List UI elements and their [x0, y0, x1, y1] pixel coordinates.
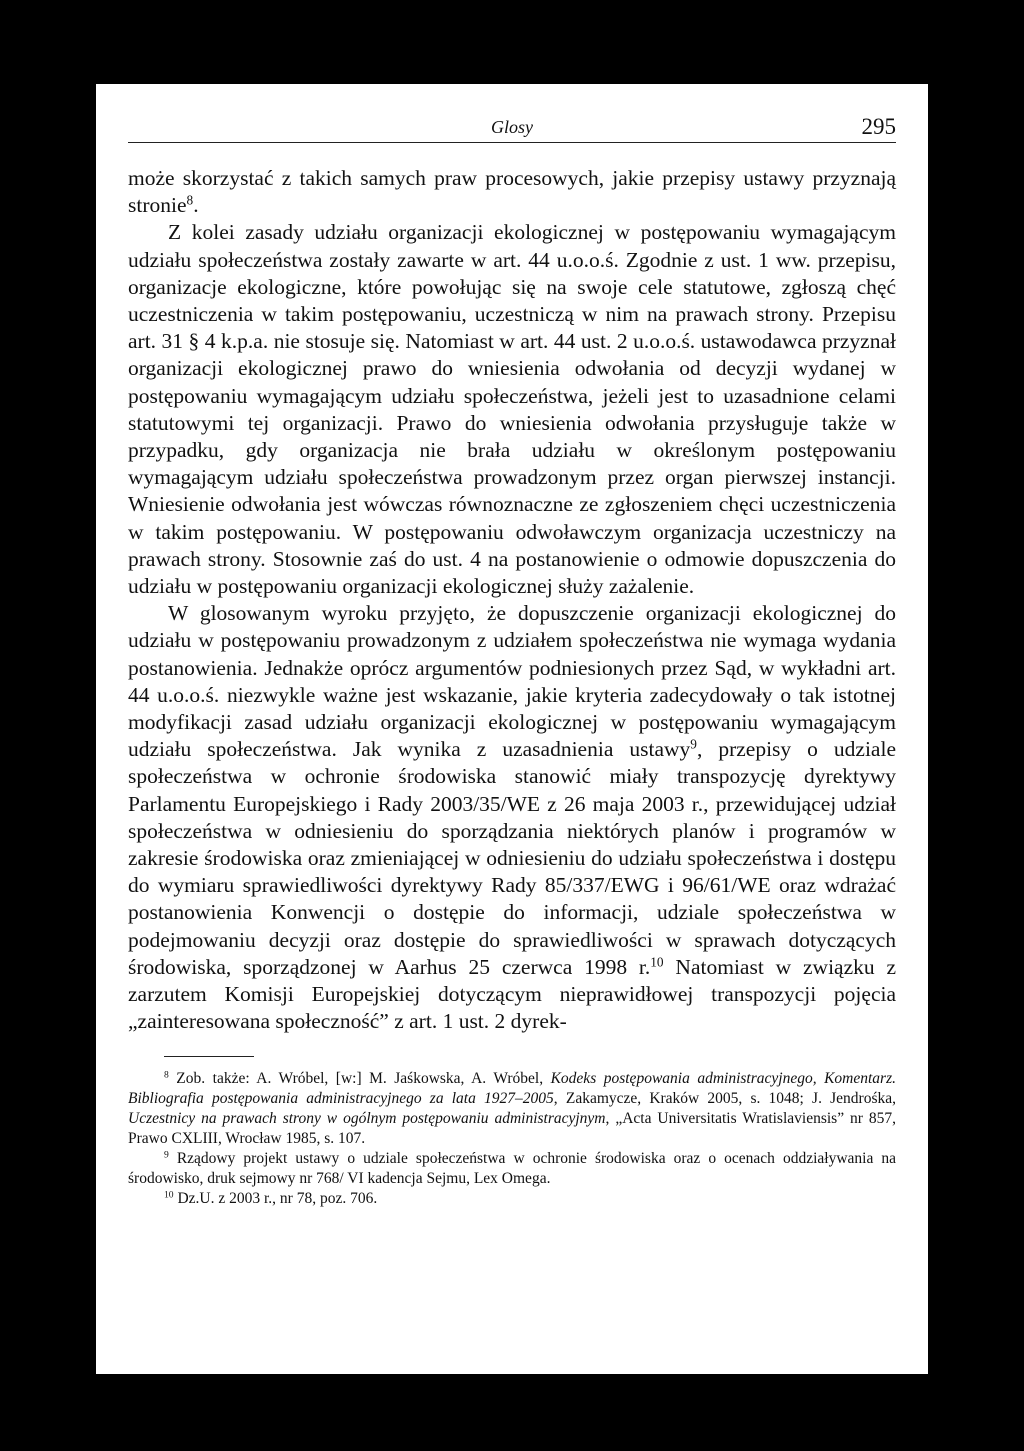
running-header — [128, 108, 896, 143]
paragraph-3 — [128, 600, 896, 1035]
paragraph-3-text-c: Natomiast w związku z zarzutem Komisji Europejskiej dotyczącym nieprawidłowej transpozycji pojęcia „zainteresowana społeczność” z art. 1 ust. 2 dyrek- — [128, 954, 896, 1034]
footnote-8-text-b: , Zakamycze, Kraków 2005, s. 1048; J. Jendrośka, — [553, 1089, 896, 1107]
paragraph-1-text: może skorzystać z takich samych praw procesowych, jakie przepisy ustawy przyznają stronie — [128, 166, 896, 218]
paragraph-2 — [128, 219, 896, 600]
footnote-10-number: 10 — [164, 1189, 174, 1201]
paragraph-1 — [128, 165, 896, 219]
footnote-9-text: Rządowy projekt ustawy o udziale społeczeństwa w ochronie środowiska oraz o ocenach oddziaływania na środowisko, druk sejmowy nr 768/ VI kadencja Sejmu, Lex Omega. — [128, 1149, 896, 1187]
footnote-8-title-1: Kodeks postępowania administracyjnego, Komentarz. Bibliografia postępowania administracyjnego za lata 1927–2005 — [128, 1069, 896, 1107]
paragraph-3-text-b: , przepisy o udziale społeczeństwa w ochronie środowiska stanowić miały transpozycję dyrektywy Parlamentu Europejskiego i Rady 2003/35/WE z 26 maja 2003 r., przewidującej udział społeczeństwa w odniesieniu do sporządzania niektórych planów i programów w zakresie środowiska oraz zmieniającej w odniesieniu do udziału społeczeństwa i dostępu do wymiaru sprawiedliwości dyrektywy Rady 85/337/EWG i 96/61/WE oraz wdrażać postanowienia Konwencji o dostępie do informacji, udziale społeczeństwa w podejmowaniu decyzji oraz dostępie do sprawiedliwości w sprawach dotyczących środowiska, sporządzonej w Aarhus 25 czerwca 1998 r. — [128, 737, 896, 979]
paragraph-1-end: . — [193, 193, 199, 218]
footnote-8-text-a: Zob. także: A. Wróbel, [w:] M. Jaśkowska, A. Wróbel, — [168, 1069, 551, 1087]
footnote-9-number: 9 — [164, 1149, 169, 1161]
footnote-8-title-2: Uczestnicy na prawach strony w ogólnym postępowaniu administracyjnym — [128, 1109, 606, 1127]
footnote-8-number: 8 — [164, 1069, 169, 1081]
footnote-ref-9: 9 — [690, 736, 697, 752]
footnote-9 — [128, 1149, 896, 1189]
footnote-10-text: Dz.U. z 2003 r., nr 78, poz. 706. — [173, 1189, 378, 1207]
running-title: Glosy — [491, 117, 533, 137]
main-text — [128, 165, 896, 1036]
paragraph-2-text: Z kolei zasady udziału organizacji ekologicznej w postępowaniu wymagającym udziału społeczeństwa zostały zawarte w art. 44 u.o.o.ś. Zgodnie z ust. 1 ww. przepisu, organizacje ekologiczne, które powołując się na swoje cele statutowe, zgłoszą chęć uczestniczenia w takim postępowaniu, uczestniczą w nim na prawach strony. Przepisu art. 31 § 4 k.p.a. nie stosuje się. Natomiast w art. 44 ust. 2 u.o.o.ś. ustawodawca przyznał organizacji ekologicznej prawo do wniesienia odwołania od decyzji wydanej w postępowaniu wymagającym udziału społeczeństwa, jeżeli jest to uzasadnione celami statutowymi tej organizacji. Prawo do wniesienia odwołania przysługuje także w przypadku, gdy organizacja nie brała udziału w określonym postępowaniu wymagającym udziału społeczeństwa prowadzonym przez organ pierwszej instancji. Wniesienie odwołania jest wówczas równoznaczne ze zgłoszeniem chęci uczestniczenia w takim postępowaniu. W postępowaniu odwoławczym organizacja uczestniczy na prawach strony. Stosownie zaś do ust. 4 na postanowienie o odmowie dopuszczenia do udziału w postępowaniu organizacji ekologicznej służy zażalenie. — [128, 220, 896, 599]
footnote-ref-10: 10 — [650, 954, 664, 970]
footnote-8-text-c: , „Acta Universitatis Wratislaviensis” nr 857, Prawo CXLIII, Wrocław 1985, s. 107. — [128, 1109, 896, 1147]
paragraph-3-text-a: W glosowanym wyroku przyjęto, że dopuszczenie organizacji ekologicznej do udziału w postępowaniu prowadzonym z udziałem społeczeństwa nie wymaga wydania postanowienia. Jednakże oprócz argumentów podniesionych przez Sąd, w wykładni art. 44 u.o.o.ś. niezwykle ważne jest wskazanie, jakie kryteria zadecydowały o tak istotnej modyfikacji zasad udziału organizacji ekologicznej w postępowaniu wymagającym udziału społeczeństwa. Jak wynika z uzasadnienia ustawy — [128, 601, 896, 762]
page-number: 295 — [861, 114, 896, 139]
footnote-separator — [164, 1056, 254, 1057]
footnote-8 — [128, 1069, 896, 1149]
footnote-10 — [128, 1189, 896, 1209]
footnotes — [128, 1069, 896, 1209]
footnote-ref-8: 8 — [186, 192, 194, 208]
